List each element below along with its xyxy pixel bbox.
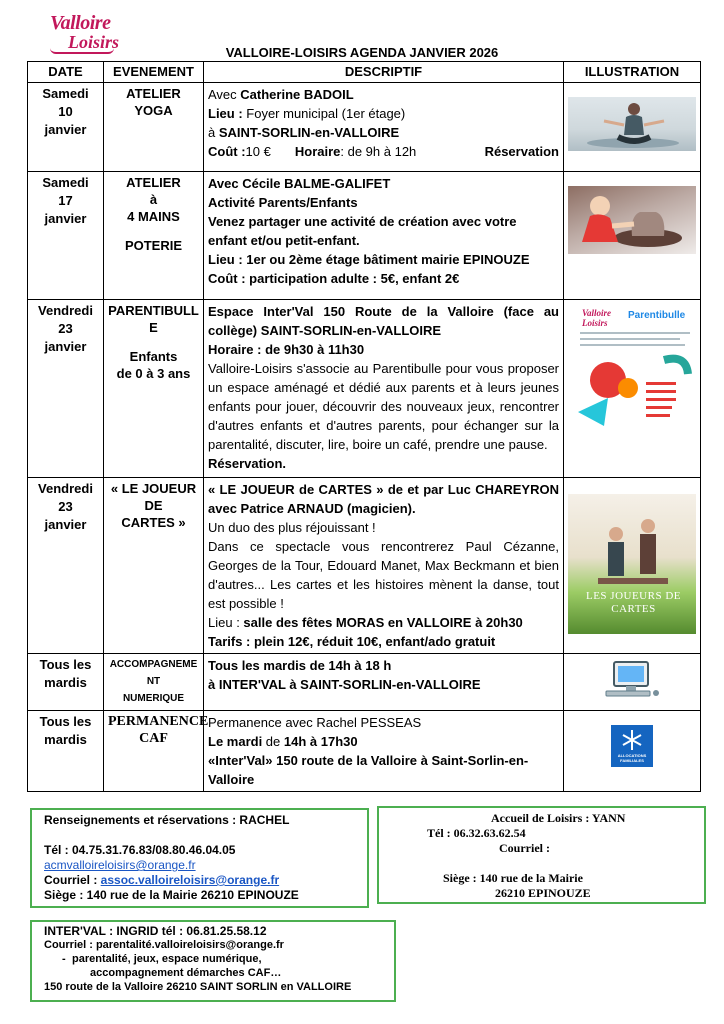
row-illustration	[564, 478, 701, 654]
caf-logo-box: ALLOCATIONS FAMILIALES	[611, 725, 653, 767]
row-event: PERMANENCE CAF	[104, 711, 204, 792]
email-link-assoc[interactable]: assoc.valloireloisirs@orange.fr	[100, 873, 280, 887]
table-row	[28, 654, 701, 711]
parentibulle-poster: Valloire Loisirs Parentibulle	[568, 302, 696, 436]
pottery-photo	[568, 186, 696, 254]
row-date: Samedi 10 janvier	[28, 83, 104, 172]
row-desc: Tous les mardis de 14h à 18 h à INTER'VAL à SAINT-SORLIN-en-VALLOIRE	[204, 654, 564, 711]
table-row	[28, 300, 701, 478]
row-date: Samedi 17 janvier	[28, 172, 104, 300]
pottery-wheel-icon	[568, 186, 696, 254]
row-desc: Avec Catherine BADOIL Lieu : Foyer municipal (1er étage) à SAINT-SORLIN-en-VALLOIRE Coût : 10 € Horaire : de 9h à 12h Réservation	[204, 83, 564, 172]
table-row	[28, 172, 701, 300]
row-illustration	[564, 654, 701, 711]
row-date: Tous les mardis	[28, 654, 104, 711]
header-date: DATE	[28, 62, 104, 83]
row-date: Vendredi 23 janvier	[28, 478, 104, 654]
contact-box-rachel: Renseignements et réservations : RACHEL Tél : 04.75.31.76.83/08.80.46.04.05 acmvalloireloisirs@orange.fr Courriel : assoc.valloireloisirs@orange.fr Siège : 140 rue de la Mairie 26210 EPINOUZE	[30, 808, 369, 908]
row-desc: Espace Inter'Val 150 Route de la Valloire (face au collège) SAINT-SORLIN-en-VALLOIRE Horaire : de 9h30 à 11h30 Valloire-Loisirs s'associe au Parentibulle pour vous proposer un espace aménagé et dédié aux parents et à leurs jeunes enfants pour jouer, découvrir des nouveaux jeux, rencontrer d'autres enfants et d'autres parents, pour échanger sur la parentalité, discuter, lire, boire un café, prendre une pause. Réservation.	[204, 300, 564, 478]
parentibulle-graphic-icon	[568, 302, 696, 436]
row-event: PARENTIBULLE Enfants de 0 à 3 ans	[104, 300, 204, 478]
row-event: « LE JOUEUR DE CARTES »	[104, 478, 204, 654]
row-illustration	[564, 172, 701, 300]
row-illustration	[564, 711, 701, 792]
row-date: Vendredi 23 janvier	[28, 300, 104, 478]
caf-snowflake-icon	[611, 727, 653, 753]
table-row	[28, 478, 701, 654]
joueurs-de-cartes-poster: LES JOUEURS DE CARTES	[568, 494, 696, 634]
row-desc: Avec Cécile BALME-GALIFET Activité Parents/Enfants Venez partager une activité de création avec votre enfant et/ou petit-enfant. Lieu : 1er ou 2ème étage bâtiment mairie EPINOUZE Coût : participation adulte : 5€, enfant 2€	[204, 172, 564, 300]
row-event: ACCOMPAGNEMENT NUMERIQUE	[104, 654, 204, 711]
header-event: EVENEMENT	[104, 62, 204, 83]
row-desc: « LE JOUEUR de CARTES » de et par Luc CHAREYRON avec Patrice ARNAUD (magicien). Un duo des plus réjouissant ! Dans ce spectacle vous rencontrerez Paul Cézanne, Georges de la Tour, Edouard Manet, Max Beckmann et bien d'autres... Les cartes et les histoires mènent la danse, tout est possible ! Lieu : salle des fêtes MORAS en VALLOIRE à 20h30 Tarifs : plein 12€, réduit 10€, enfant/ado gratuit	[204, 478, 564, 654]
row-event: ATELIER à 4 MAINS POTERIE	[104, 172, 204, 300]
row-event: ATELIER YOGA	[104, 83, 204, 172]
table-row	[28, 711, 701, 792]
agenda-table	[27, 61, 701, 792]
caf-logo	[568, 725, 696, 769]
page-title: VALLOIRE-LOISIRS AGENDA JANVIER 2026	[225, 45, 499, 60]
table-row	[28, 83, 701, 172]
table-header-row	[28, 62, 701, 83]
row-illustration	[564, 83, 701, 172]
yoga-photo	[568, 97, 696, 151]
row-desc: Permanence avec Rachel PESSEAS Le mardi de 14h à 17h30 «Inter'Val» 150 route de la Valloire à Saint-Sorlin-en-Valloire	[204, 711, 564, 792]
header-illus: ILLUSTRATION	[564, 62, 701, 83]
row-date: Tous les mardis	[28, 711, 104, 792]
computer-icon	[568, 660, 696, 700]
contact-box-interval: INTER'VAL : INGRID tél : 06.81.25.58.12 Courriel : parentalité.valloireloisirs@orange.fr - parentalité, jeux, espace numérique, accompagnement démarches CAF… 150 route de la Valloire 26210 SAINT SORLIN en VALLOIRE	[30, 920, 396, 1002]
row-illustration	[564, 300, 701, 478]
contact-box-yann: Accueil de Loisirs : YANN Tél : 06.32.63.62.54 Courriel : Siège : 140 rue de la Mairie 26210 EPINOUZE	[377, 806, 706, 904]
valloire-loisirs-logo: Valloire Loisirs	[50, 12, 120, 52]
computer-illustration	[568, 660, 696, 700]
header-desc: DESCRIPTIF	[204, 62, 564, 83]
yoga-person-icon	[568, 97, 696, 151]
email-link-acm[interactable]: acmvalloireloisirs@orange.fr	[44, 858, 196, 872]
